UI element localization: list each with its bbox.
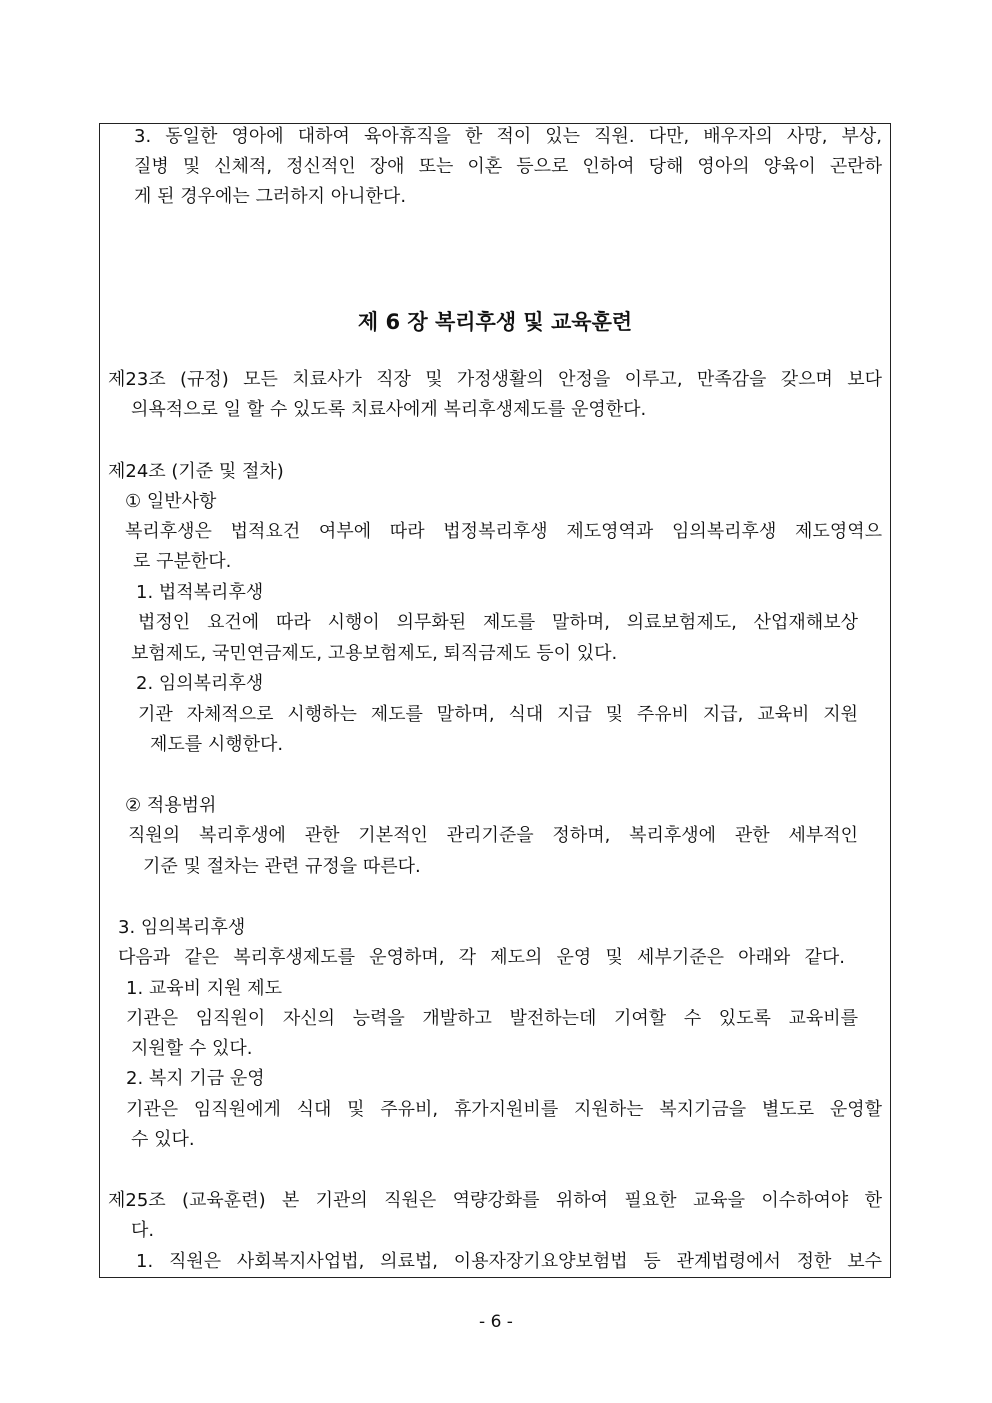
- voluntary-welfare-line-2: 제도를 시행한다.: [150, 734, 284, 755]
- legal-welfare-heading: 1. 법적복리후생: [136, 582, 264, 603]
- section-3-heading: 3. 임의복리후생: [118, 917, 246, 938]
- education-support-line-1: 기관은 임직원이 자신의 능력을 개발하고 발전하는데 기여할 수 있도록 교육비를: [126, 1008, 858, 1029]
- education-support-line-2: 지원할 수 있다.: [131, 1038, 253, 1059]
- chapter-title: 제 6 장 복리후생 및 교육훈련: [357, 310, 633, 334]
- general-heading: ① 일반사항: [125, 491, 217, 512]
- voluntary-welfare-heading: 2. 임의복리후생: [136, 673, 264, 694]
- legal-welfare-line-1: 법정인 요건에 따라 시행이 의무화된 제도를 말하며, 의료보험제도, 산업재해보상: [138, 612, 858, 633]
- section-3-intro: 다음과 같은 복리후생제도를 운영하며, 각 제도의 운영 및 세부기준은 아래와 같다.: [118, 947, 845, 968]
- scope-line-1: 직원의 복리후생에 관한 기본적인 관리기준을 정하며, 복리후생에 관한 세부적인: [128, 825, 858, 846]
- article-25-line-1: 제25조 (교육훈련) 본 기관의 직원은 역량강화를 위하여 필요한 교육을 이수하여야 한: [108, 1190, 882, 1211]
- article-24-heading: 제24조 (기준 및 절차): [108, 461, 284, 482]
- welfare-fund-line-1: 기관은 임직원에게 식대 및 주유비, 휴가지원비를 지원하는 복지기금을 별도로 운영할: [126, 1099, 882, 1120]
- general-text-line-1: 복리후생은 법적요건 여부에 따라 법정복리후생 제도영역과 임의복리후생 제도영역으: [125, 521, 882, 542]
- clause3-line-2: 질병 및 신체적, 정신적인 장애 또는 이혼 등으로 인하여 당해 영아의 양육이 곤란하: [134, 156, 882, 177]
- general-text-line-2: 로 구분한다.: [133, 551, 232, 572]
- education-support-heading: 1. 교육비 지원 제도: [126, 978, 283, 999]
- scope-line-2: 기준 및 절차는 관련 규정을 따른다.: [143, 856, 421, 877]
- article-23-line-1: 제23조 (규정) 모든 치료사가 직장 및 가정생활의 안정을 이루고, 만족감을 갖으며 보다: [108, 369, 882, 390]
- voluntary-welfare-line-1: 기관 자체적으로 시행하는 제도를 말하며, 식대 지급 및 주유비 지급, 교육비 지원: [138, 704, 858, 725]
- welfare-fund-heading: 2. 복지 기금 운영: [126, 1068, 265, 1089]
- article-25-line-3: 1. 직원은 사회복지사업법, 의료법, 이용자장기요양보험법 등 관계법령에서 정한 보수: [136, 1251, 882, 1272]
- clause3-line-1: 3. 동일한 영아에 대하여 육아휴직을 한 적이 있는 직원. 다만, 배우자의 사망, 부상,: [134, 126, 882, 147]
- scope-heading: ② 적용범위: [125, 795, 217, 816]
- clause3-line-3: 게 된 경우에는 그러하지 아니한다.: [134, 186, 407, 207]
- article-25-line-2: 다.: [131, 1220, 155, 1241]
- article-23-line-2: 의욕적으로 일 할 수 있도록 치료사에게 복리후생제도를 운영한다.: [131, 399, 647, 420]
- page-number: - 6 -: [479, 1312, 513, 1332]
- legal-welfare-line-2: 보험제도, 국민연금제도, 고용보험제도, 퇴직금제도 등이 있다.: [131, 643, 618, 664]
- welfare-fund-line-2: 수 있다.: [131, 1129, 195, 1150]
